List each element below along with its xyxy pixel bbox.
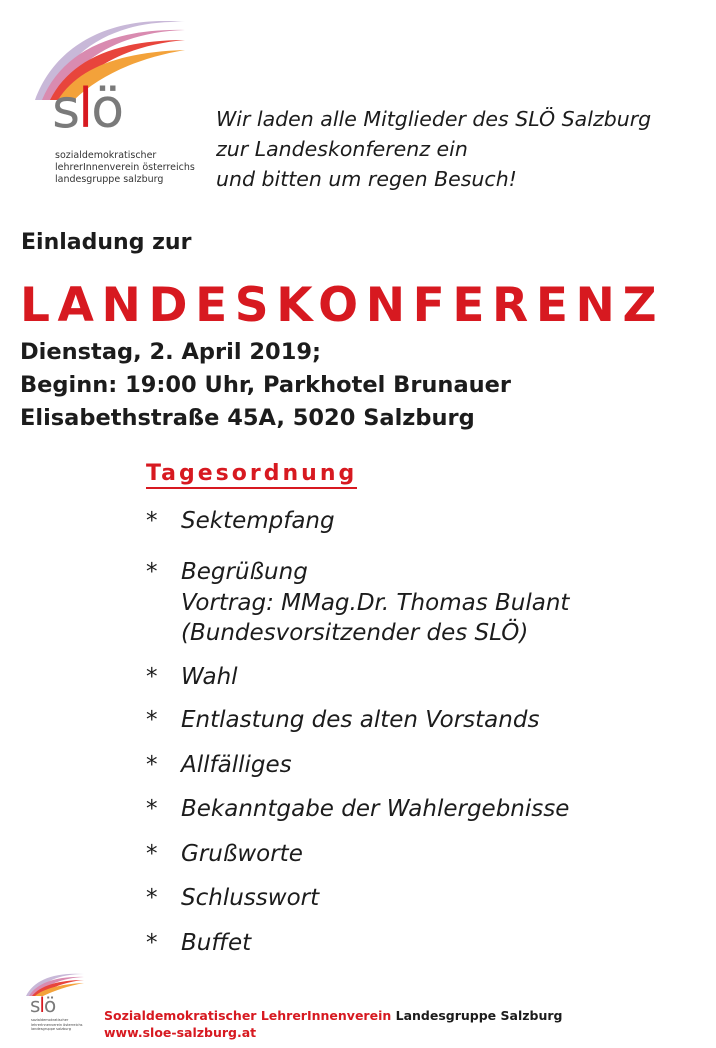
event-time-location: Beginn: 19:00 Uhr, Parkhotel Brunauer (20, 372, 512, 398)
footer-website-link[interactable]: www.sloe-salzburg.at (104, 1025, 257, 1040)
bullet-star-icon: * (146, 664, 158, 690)
bullet-star-icon: * (146, 885, 158, 911)
invitation-text: Wir laden alle Mitglieder des SLÖ Salzburg zur Landeskonferenz ein und bitten um regen Besuch! (216, 107, 652, 191)
page-title: LANDESKONFERENZ (20, 278, 665, 333)
slo-logo (0, 0, 200, 200)
bullet-star-icon: * (146, 707, 158, 733)
einladung-heading: Einladung zur (21, 230, 192, 255)
bullet-star-icon: * (146, 508, 158, 534)
footer-org-name: Sozialdemokratischer LehrerInnenverein (104, 1008, 392, 1023)
agenda-title: Tagesordnung (146, 461, 357, 489)
event-address: Elisabethstraße 45A, 5020 Salzburg (20, 405, 475, 431)
footer-org-group: Landesgruppe Salzburg (395, 1008, 563, 1023)
footer-logo-mark: slö (30, 993, 56, 1017)
footer-info (104, 1007, 562, 1041)
footer-logo-subtitle: sozialdemokratischer lehrerInnenverein österreichs landesgruppe salzburg (31, 1018, 83, 1031)
logo-subtitle: sozialdemokratischer lehrerInnenverein österreichs landesgruppe salzburg (55, 150, 195, 185)
bullet-star-icon: * (146, 930, 158, 956)
event-details (20, 336, 511, 435)
bullet-star-icon: * (146, 841, 158, 867)
bullet-star-icon: * (146, 752, 158, 778)
bullet-star-icon: * (146, 796, 158, 822)
bullet-star-icon: * (146, 559, 158, 585)
event-date: Dienstag, 2. April 2019; (20, 339, 322, 365)
logo-mark: slö (52, 77, 123, 140)
